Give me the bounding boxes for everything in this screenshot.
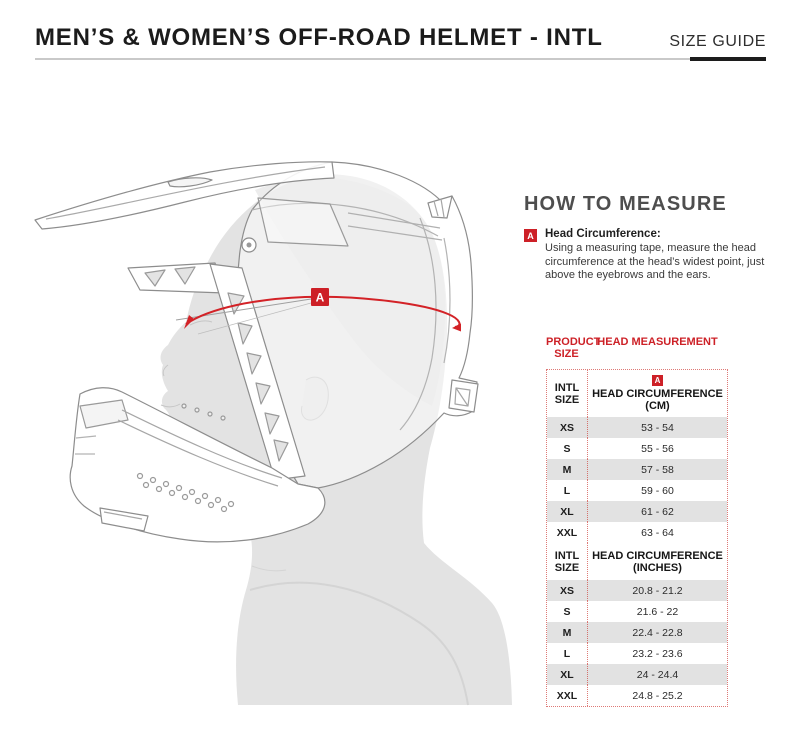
- svg-text:A: A: [315, 290, 325, 305]
- table-row: [547, 522, 727, 543]
- how-to-measure-heading: HOW TO MEASURE: [524, 193, 727, 215]
- range-cell: 20.8 - 21.2: [632, 584, 683, 597]
- intl-size-label: INTL SIZE: [547, 370, 588, 417]
- size-cell: M: [547, 459, 588, 480]
- size-table-column-headers: [546, 336, 728, 360]
- marker-a-badge: A: [524, 229, 537, 242]
- size-cell: XL: [547, 501, 588, 522]
- table-section-header-inches: [547, 543, 727, 580]
- size-cell: S: [547, 438, 588, 459]
- measure-item-title: Head Circumference:: [545, 228, 661, 240]
- size-cell: L: [547, 480, 588, 501]
- range-cell: 24 - 24.4: [636, 668, 679, 681]
- head-circumference-inches-label: [588, 548, 727, 576]
- size-cell: XS: [547, 417, 588, 438]
- size-cell: XXL: [547, 685, 588, 706]
- size-cell: XL: [547, 664, 588, 685]
- product-size-column-header: PRODUCT SIZE: [546, 336, 601, 360]
- page-title: MEN’S & WOMEN’S OFF-ROAD HELMET - INTL: [35, 24, 603, 51]
- header-divider-accent: [690, 57, 766, 61]
- head-measurement-column-header: HEAD MEASUREMENT: [597, 336, 718, 348]
- measure-item: [524, 228, 774, 283]
- size-cell: M: [547, 622, 588, 643]
- sleeve-logo: S: [213, 674, 233, 704]
- range-cell: 23.2 - 23.6: [632, 647, 683, 660]
- table-row: [547, 501, 727, 522]
- table-row: [547, 664, 727, 685]
- table-row: [547, 643, 727, 664]
- measurement-marker-a: [311, 288, 329, 306]
- table-row: [547, 480, 727, 501]
- range-cell: 21.6 - 22: [636, 605, 679, 618]
- table-row: [547, 459, 727, 480]
- range-cell: 61 - 62: [641, 505, 674, 518]
- table-row: [547, 580, 727, 601]
- header-divider: [35, 58, 766, 60]
- table-row: [547, 622, 727, 643]
- range-cell: 53 - 54: [641, 421, 674, 434]
- how-to-measure-section: [524, 193, 774, 283]
- size-guide-label: SIZE GUIDE: [669, 33, 766, 50]
- range-cell: 57 - 58: [641, 463, 674, 476]
- table-row: [547, 685, 727, 706]
- size-cell: L: [547, 643, 588, 664]
- marker-a-badge-table: A: [652, 375, 663, 386]
- intl-size-label: INTL SIZE: [547, 543, 588, 580]
- size-table: [546, 369, 728, 707]
- helmet-illustration: [0, 118, 520, 739]
- range-cell: 22.4 - 22.8: [632, 626, 683, 639]
- range-cell: 55 - 56: [641, 442, 674, 455]
- range-cell: 24.8 - 25.2: [632, 689, 683, 702]
- table-row: [547, 417, 727, 438]
- size-cell: S: [547, 601, 588, 622]
- size-cell: XXL: [547, 522, 588, 543]
- size-table-section: [546, 336, 728, 707]
- table-row: [547, 438, 727, 459]
- measure-item-description: Using a measuring tape, measure the head circumference at the head’s widest point, just above the eyebrows and the ears.: [545, 242, 765, 281]
- head-circumference-cm-label: [588, 373, 727, 414]
- measurement-label: HEAD CIRCUMFERENCE (INCHES): [592, 549, 723, 574]
- measurement-label: HEAD CIRCUMFERENCE (CM): [592, 388, 723, 412]
- range-cell: 59 - 60: [641, 484, 674, 497]
- table-section-header-cm: [547, 370, 727, 417]
- size-cell: XS: [547, 580, 588, 601]
- table-row: [547, 601, 727, 622]
- range-cell: 63 - 64: [641, 526, 674, 539]
